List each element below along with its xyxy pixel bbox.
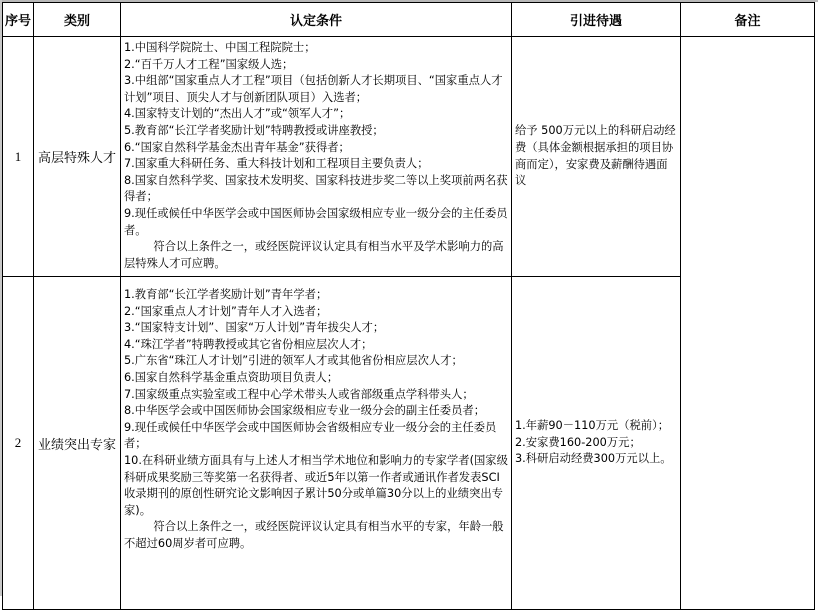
condition-item: 1.教育部“长江学者奖励计划”青年学者； bbox=[124, 288, 328, 301]
treatment-item: 2.安家费160-200万元； bbox=[515, 435, 641, 449]
row-category-cell[interactable]: 业绩突出专家 bbox=[34, 277, 121, 610]
row-category-cell[interactable]: 高层特殊人才 bbox=[34, 37, 121, 277]
condition-item: 1.中国科学院院士、中国工程院院士； bbox=[124, 41, 316, 54]
treatment-item: 给予 500万元以上的科研启动经费（具体金额根据承担的项目协商而定），安家费及薪酬待遇面议 bbox=[515, 124, 676, 188]
condition-note: 符合以上条件之一，或经医院评议认定具有相当水平及学术影响力的高层特殊人才可应聘。 bbox=[124, 240, 504, 270]
header-index[interactable]: 序号 bbox=[3, 3, 34, 37]
condition-item: 9.现任或候任中华医学会或中国医师协会省级相应专业一级分会的主任委员者； bbox=[124, 420, 497, 451]
condition-item: 6.国家自然科学基金重点资助项目负责人； bbox=[124, 370, 339, 384]
row-conditions-cell[interactable] bbox=[121, 37, 512, 277]
row-conditions-cell[interactable] bbox=[121, 277, 512, 610]
condition-item: 9.现任或候任中华医学会或中国医师协会国家级相应专业一级分会的主任委员者。 bbox=[124, 206, 508, 237]
condition-item: 8.国家自然科学奖、国家技术发明奖、国家科技进步奖二等以上奖项前两名获得者； bbox=[124, 173, 508, 204]
row-treatment-cell[interactable] bbox=[512, 37, 681, 277]
condition-item: 7.国家级重点实验室或工程中心学术带头人或省部级重点学科带头人； bbox=[124, 387, 474, 401]
condition-item: 6.“国家自然科学基金杰出青年基金”获得者； bbox=[124, 140, 350, 154]
treatment-item: 1.年薪90－110万元（税前）； bbox=[515, 419, 670, 433]
condition-item: 4.“珠江学者”特聘教授或其它省份相应层次人才； bbox=[124, 337, 373, 351]
row-index-cell[interactable]: 2 bbox=[3, 277, 34, 610]
talent-recruitment-table bbox=[2, 2, 815, 610]
header-treatment[interactable]: 引进待遇 bbox=[512, 3, 681, 37]
condition-note: 符合以上条件之一，或经医院评议认定具有相当水平的专家，年龄一般不超过60周岁者可应聘。 bbox=[124, 520, 504, 550]
treatment-item: 3.科研启动经费300万元以上。 bbox=[515, 452, 672, 466]
condition-item: 4.国家特支计划的“杰出人才”或“领军人才”； bbox=[124, 107, 351, 121]
condition-item: 8.中华医学会或中国医师协会国家级相应专业一级分会的副主任委员者； bbox=[124, 404, 485, 418]
table-row bbox=[3, 37, 815, 277]
condition-item: 5.广东省“珠江人才计划”引进的领军人才或其他省份相应层次人才； bbox=[124, 354, 463, 368]
row-treatment-cell[interactable] bbox=[512, 277, 681, 610]
header-remarks[interactable]: 备注 bbox=[681, 3, 815, 37]
condition-item: 2.“百千万人才工程”国家级人选； bbox=[124, 57, 294, 71]
header-row bbox=[3, 3, 815, 37]
header-category[interactable]: 类别 bbox=[34, 3, 121, 37]
condition-item: 3.中组部“国家重点人才工程”项目（包括创新人才长期项目、“国家重点人才计划”项目、顶尖人才与创新团队项目）入选者； bbox=[124, 74, 503, 104]
row-index-cell[interactable]: 1 bbox=[3, 37, 34, 277]
condition-item: 2.“国家重点人才计划”青年人才入选者； bbox=[124, 304, 328, 318]
condition-item: 5.教育部“长江学者奖励计划”特聘教授或讲座教授； bbox=[124, 123, 384, 137]
condition-item: 3.“国家特支计划”、国家“万人计划”青年拔尖人才； bbox=[124, 321, 385, 335]
condition-item: 7.国家重大科研任务、重大科技计划和工程项目主要负责人； bbox=[124, 157, 429, 171]
header-conditions[interactable]: 认定条件 bbox=[121, 3, 512, 37]
remarks-cell[interactable] bbox=[681, 37, 815, 610]
condition-item: 10.在科研业绩方面具有与上述人才相当学术地位和影响力的专家学者(国家级科研成果奖励三等奖第一名获得者、或近5年以第一作者或通讯作者发表SCI收录期刊的原创性研究论文影响因子累计50分或单篇30分以上的业绩突出专家)。 bbox=[124, 453, 508, 517]
